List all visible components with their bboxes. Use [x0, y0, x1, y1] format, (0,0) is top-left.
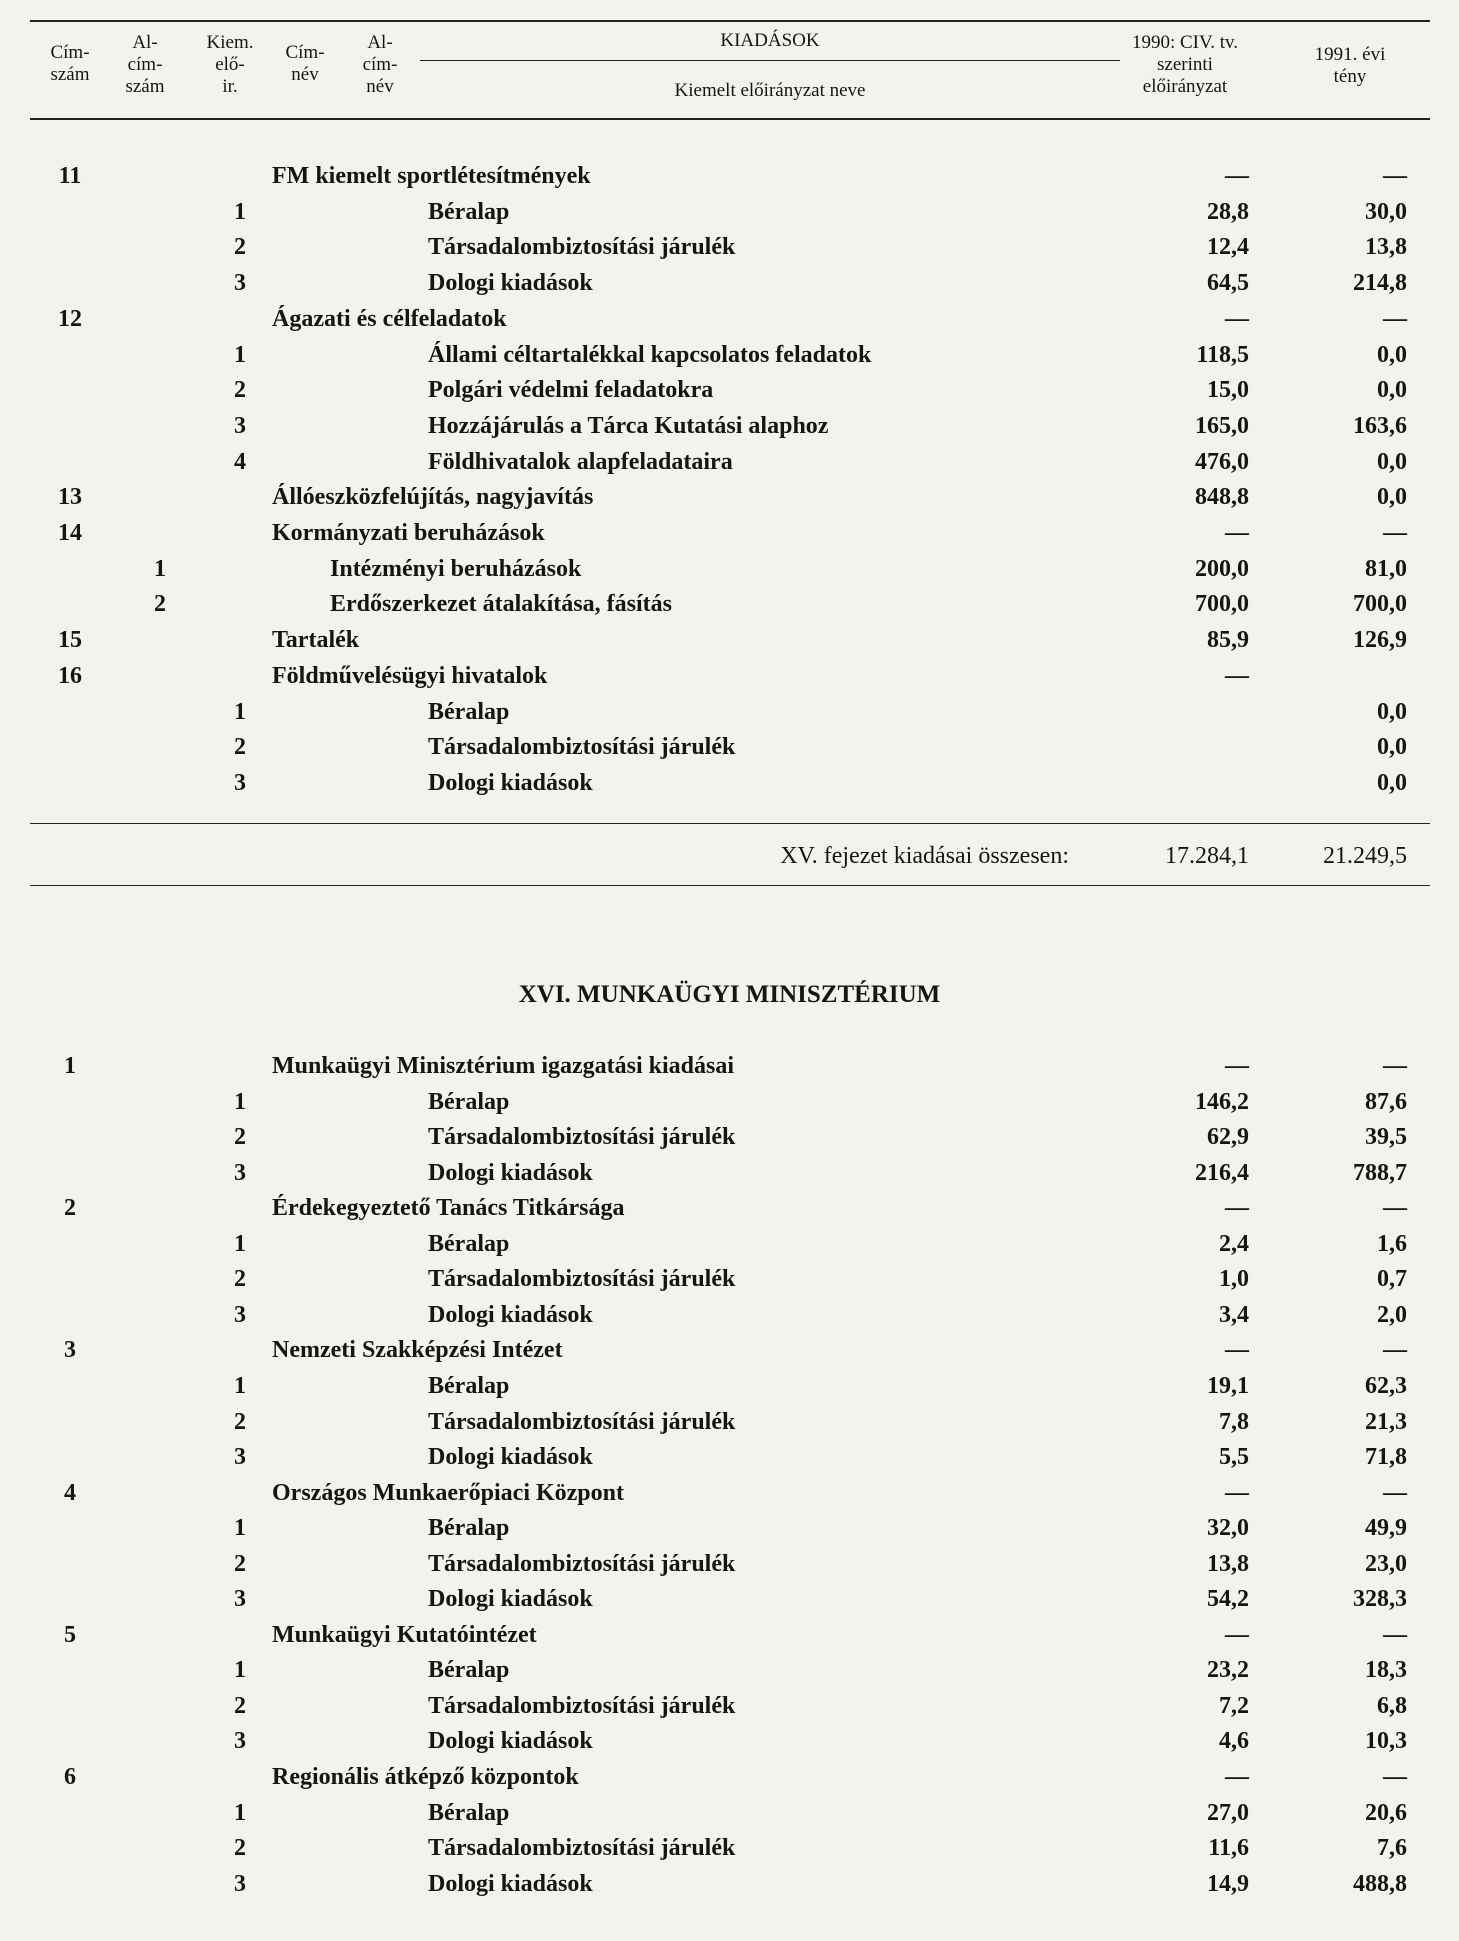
- kiem-eloir-cell: 1: [234, 1372, 246, 1399]
- header-alcimnev: Al- cím- név: [362, 32, 398, 97]
- value-1990-cell: 85,9: [1207, 627, 1249, 654]
- item-name-cell: Társadalombiztosítási járulék: [428, 1266, 736, 1293]
- item-name-cell: Dologi kiadások: [428, 769, 593, 796]
- table-row: [0, 731, 1459, 763]
- kiem-eloir-cell: 3: [234, 1728, 246, 1755]
- table-row: [0, 410, 1459, 442]
- header-kiadasok-rule: [420, 60, 1120, 61]
- item-name-cell: Dologi kiadások: [428, 1301, 593, 1328]
- value-1990-cell: —: [1225, 305, 1249, 332]
- value-1990-cell: 54,2: [1207, 1586, 1249, 1613]
- item-name-cell: Földhivatalok alapfeladataira: [428, 448, 733, 475]
- item-name-cell: Ágazati és célfeladatok: [272, 305, 507, 332]
- table-row: [0, 1654, 1459, 1686]
- kiem-eloir-cell: 2: [234, 1408, 246, 1435]
- table-row: [0, 1512, 1459, 1544]
- table-row: [0, 1263, 1459, 1295]
- table-row: [0, 696, 1459, 728]
- table-row: [0, 1192, 1459, 1224]
- value-1991-cell: 488,8: [1353, 1870, 1407, 1897]
- cimszam-cell: 15: [58, 627, 82, 654]
- value-1990-cell: 11,6: [1208, 1835, 1249, 1862]
- value-1990-cell: 165,0: [1195, 412, 1249, 439]
- cimszam-cell: 6: [64, 1764, 76, 1790]
- kiem-eloir-cell: 3: [234, 769, 246, 796]
- item-name-cell: Dologi kiadások: [428, 270, 593, 297]
- value-1991-cell: 23,0: [1365, 1550, 1407, 1577]
- table-row: [0, 1477, 1459, 1509]
- item-name-cell: Érdekegyeztető Tanács Titkársága: [272, 1195, 625, 1222]
- table-row: [0, 1619, 1459, 1651]
- value-1991-cell: —: [1383, 1053, 1407, 1079]
- cimszam-cell: 5: [64, 1621, 76, 1648]
- item-name-cell: Társadalombiztosítási járulék: [428, 1835, 736, 1862]
- header-cimnev: Cím- név: [285, 42, 325, 85]
- value-1990-cell: 146,2: [1195, 1088, 1249, 1115]
- item-name-cell: Nemzeti Szakképzési Intézet: [272, 1337, 563, 1364]
- item-name-cell: Munkaügyi Minisztérium igazgatási kiadásai: [272, 1053, 735, 1079]
- value-1990-cell: 5,5: [1219, 1444, 1249, 1471]
- kiem-eloir-cell: 3: [234, 1586, 246, 1613]
- table-row: [0, 446, 1459, 478]
- total-row: [0, 840, 1459, 872]
- cimszam-cell: 12: [58, 305, 82, 332]
- alcimszam-cell: 1: [154, 555, 166, 582]
- value-1990-cell: 4,6: [1219, 1728, 1249, 1755]
- table-row: [0, 231, 1459, 263]
- value-1990-cell: 700,0: [1195, 591, 1249, 618]
- table-row: [0, 624, 1459, 656]
- header-kiem-eloir: Kiem. elő- ir.: [206, 32, 254, 97]
- item-name-cell: Dologi kiadások: [428, 1586, 593, 1613]
- value-1990-cell: 12,4: [1207, 234, 1249, 261]
- kiem-eloir-cell: 1: [234, 1088, 246, 1115]
- table-row: [0, 588, 1459, 620]
- item-name-cell: Társadalombiztosítási járulék: [428, 734, 736, 761]
- item-name-cell: Erdőszerkezet átalakítása, fásítás: [330, 591, 672, 618]
- value-1990-cell: 7,8: [1219, 1408, 1249, 1435]
- value-1990-cell: 848,8: [1195, 484, 1249, 511]
- item-name-cell: Dologi kiadások: [428, 1728, 593, 1755]
- kiem-eloir-cell: 2: [234, 1835, 246, 1862]
- item-name-cell: Társadalombiztosítási járulék: [428, 1692, 736, 1719]
- item-name-cell: Országos Munkaerőpiaci Központ: [272, 1479, 624, 1506]
- value-1990-cell: 23,2: [1207, 1657, 1249, 1684]
- value-1990-cell: 13,8: [1207, 1550, 1249, 1577]
- item-name-cell: Társadalombiztosítási járulék: [428, 1124, 736, 1151]
- table-row: [0, 481, 1459, 513]
- table-row: [0, 1832, 1459, 1864]
- value-1990-cell: 1,0: [1219, 1266, 1249, 1293]
- kiem-eloir-cell: 3: [234, 270, 246, 297]
- value-1990-cell: 15,0: [1207, 377, 1249, 404]
- item-name-cell: Béralap: [428, 698, 510, 725]
- value-1991-cell: —: [1383, 1337, 1407, 1364]
- header-top-rule: [30, 20, 1430, 22]
- value-1991-cell: 788,7: [1353, 1159, 1407, 1186]
- value-1991-cell: 0,0: [1377, 698, 1407, 725]
- cimszam-cell: 4: [64, 1479, 76, 1506]
- value-1990-cell: —: [1225, 520, 1249, 546]
- value-1990-cell: 216,4: [1195, 1159, 1249, 1186]
- table-row: [0, 1370, 1459, 1402]
- value-1991-cell: 10,3: [1365, 1728, 1407, 1755]
- kiem-eloir-cell: 2: [234, 1124, 246, 1151]
- table-row: [0, 1050, 1459, 1082]
- item-name-cell: Társadalombiztosítási járulék: [428, 1550, 736, 1577]
- kiem-eloir-cell: 1: [234, 341, 246, 368]
- cimszam-cell: 11: [58, 163, 82, 189]
- table-row: [0, 1797, 1459, 1829]
- value-1990-cell: —: [1225, 1764, 1249, 1790]
- value-1991-cell: 214,8: [1353, 270, 1407, 297]
- kiem-eloir-cell: 2: [234, 1692, 246, 1719]
- item-name-cell: Földművelésügyi hivatalok: [272, 662, 548, 689]
- table-row: [0, 1583, 1459, 1615]
- value-1991-cell: 126,9: [1353, 627, 1407, 654]
- table-row: [0, 1725, 1459, 1757]
- value-1991-cell: 0,0: [1377, 341, 1407, 368]
- value-1990-cell: —: [1225, 1621, 1249, 1648]
- table-row: [0, 267, 1459, 299]
- cimszam-cell: 13: [58, 484, 82, 511]
- cimszam-cell: 3: [64, 1337, 76, 1364]
- table-row: [0, 553, 1459, 585]
- kiem-eloir-cell: 1: [234, 198, 246, 225]
- value-1990-cell: 3,4: [1219, 1301, 1249, 1328]
- value-1991-cell: 13,8: [1365, 234, 1407, 261]
- item-name-cell: Hozzájárulás a Tárca Kutatási alaphoz: [428, 412, 829, 439]
- value-1990-cell: 7,2: [1219, 1692, 1249, 1719]
- table-row: [0, 1761, 1459, 1793]
- value-1991-cell: 6,8: [1377, 1692, 1407, 1719]
- table-row: [0, 517, 1459, 549]
- table-row: [0, 1868, 1459, 1900]
- total-1991: 21.249,5: [1323, 843, 1407, 869]
- kiem-eloir-cell: 2: [234, 734, 246, 761]
- kiem-eloir-cell: 1: [234, 1230, 246, 1257]
- value-1991-cell: 62,3: [1365, 1372, 1407, 1399]
- item-name-cell: Béralap: [428, 1230, 510, 1257]
- value-1991-cell: 0,0: [1377, 769, 1407, 796]
- kiem-eloir-cell: 2: [234, 234, 246, 261]
- table-row: [0, 1121, 1459, 1153]
- value-1991-cell: 49,9: [1365, 1515, 1407, 1542]
- alcimszam-cell: 2: [154, 591, 166, 618]
- kiem-eloir-cell: 3: [234, 1301, 246, 1328]
- item-name-cell: Dologi kiadások: [428, 1444, 593, 1471]
- item-name-cell: Dologi kiadások: [428, 1870, 593, 1897]
- value-1990-cell: —: [1225, 163, 1249, 189]
- item-name-cell: Állóeszközfelújítás, nagyjavítás: [272, 484, 594, 511]
- value-1991-cell: 87,6: [1365, 1088, 1407, 1115]
- value-1991-cell: 81,0: [1365, 555, 1407, 582]
- value-1990-cell: 27,0: [1207, 1799, 1249, 1826]
- table-row: [0, 1690, 1459, 1722]
- table-row: [0, 339, 1459, 371]
- value-1990-cell: 64,5: [1207, 270, 1249, 297]
- kiem-eloir-cell: 3: [234, 1444, 246, 1471]
- header-alcimszam: Al- cím- szám: [125, 32, 165, 97]
- kiem-eloir-cell: 3: [234, 1870, 246, 1897]
- cimszam-cell: 14: [58, 520, 82, 546]
- total-bottom-rule: [30, 885, 1430, 886]
- header-1990: 1990: CIV. tv. szerinti előirányzat: [1131, 32, 1239, 97]
- kiem-eloir-cell: 1: [234, 1657, 246, 1684]
- header-kiadasok: KIADÁSOK: [720, 30, 820, 51]
- item-name-cell: Tartalék: [272, 627, 360, 654]
- header-cimszam: Cím- szám: [50, 42, 90, 85]
- value-1990-cell: —: [1225, 1479, 1249, 1506]
- value-1991-cell: 30,0: [1365, 198, 1407, 225]
- item-name-cell: Kormányzati beruházások: [272, 520, 545, 546]
- item-name-cell: Intézményi beruházások: [330, 555, 582, 582]
- item-name-cell: Béralap: [428, 1515, 510, 1542]
- kiem-eloir-cell: 2: [234, 1550, 246, 1577]
- value-1991-cell: 71,8: [1365, 1444, 1407, 1471]
- table-row: [0, 160, 1459, 192]
- item-name-cell: Állami céltartalékkal kapcsolatos feladatok: [428, 341, 872, 368]
- value-1991-cell: 20,6: [1365, 1799, 1407, 1826]
- value-1990-cell: —: [1225, 1195, 1249, 1222]
- value-1990-cell: 476,0: [1195, 448, 1249, 475]
- value-1990-cell: —: [1225, 662, 1249, 689]
- value-1991-cell: —: [1383, 520, 1407, 546]
- item-name-cell: Társadalombiztosítási járulék: [428, 234, 736, 261]
- table-row: [0, 303, 1459, 335]
- kiem-eloir-cell: 3: [234, 1159, 246, 1186]
- total-label: XV. fejezet kiadásai összesen:: [780, 843, 1069, 869]
- cimszam-cell: 2: [64, 1195, 76, 1222]
- item-name-cell: Béralap: [428, 1088, 510, 1115]
- kiem-eloir-cell: 1: [234, 1515, 246, 1542]
- item-name-cell: Béralap: [428, 198, 510, 225]
- value-1991-cell: 328,3: [1353, 1586, 1407, 1613]
- cimszam-cell: 16: [58, 662, 82, 689]
- value-1991-cell: —: [1383, 1195, 1407, 1222]
- value-1990-cell: —: [1225, 1053, 1249, 1079]
- kiem-eloir-cell: 1: [234, 698, 246, 725]
- table-row: [0, 1548, 1459, 1580]
- value-1990-cell: 32,0: [1207, 1515, 1249, 1542]
- value-1991-cell: 0,0: [1377, 484, 1407, 511]
- header-1991: 1991. évi tény: [1314, 44, 1386, 87]
- item-name-cell: Társadalombiztosítási járulék: [428, 1408, 736, 1435]
- value-1990-cell: 118,5: [1196, 341, 1249, 368]
- value-1990-cell: 19,1: [1207, 1372, 1249, 1399]
- value-1991-cell: —: [1383, 163, 1407, 189]
- table-row: [0, 196, 1459, 228]
- value-1991-cell: —: [1383, 1479, 1407, 1506]
- item-name-cell: Béralap: [428, 1799, 510, 1826]
- value-1990-cell: 62,9: [1207, 1124, 1249, 1151]
- kiem-eloir-cell: 2: [234, 377, 246, 404]
- value-1990-cell: 28,8: [1207, 198, 1249, 225]
- table-row: [0, 1406, 1459, 1438]
- value-1991-cell: 0,0: [1377, 377, 1407, 404]
- value-1991-cell: 0,0: [1377, 448, 1407, 475]
- total-1990: 17.284,1: [1165, 843, 1249, 869]
- table-row: [0, 1157, 1459, 1189]
- item-name-cell: Polgári védelmi feladatokra: [428, 377, 714, 404]
- item-name-cell: Dologi kiadások: [428, 1159, 593, 1186]
- value-1991-cell: 700,0: [1353, 591, 1407, 618]
- kiem-eloir-cell: 4: [234, 448, 246, 475]
- kiem-eloir-cell: 1: [234, 1799, 246, 1826]
- value-1991-cell: 1,6: [1377, 1230, 1407, 1257]
- table-row: [0, 1441, 1459, 1473]
- table-row: [0, 374, 1459, 406]
- value-1991-cell: 2,0: [1377, 1301, 1407, 1328]
- value-1990-cell: 200,0: [1195, 555, 1249, 582]
- value-1991-cell: 163,6: [1353, 412, 1407, 439]
- table-row: [0, 767, 1459, 799]
- kiem-eloir-cell: 3: [234, 412, 246, 439]
- cimszam-cell: 1: [64, 1053, 76, 1079]
- value-1991-cell: —: [1383, 305, 1407, 332]
- table-row: [0, 1228, 1459, 1260]
- table-row: [0, 1086, 1459, 1118]
- section-title: XVI. MUNKAÜGYI MINISZTÉRIUM: [518, 981, 941, 1008]
- item-name-cell: Munkaügyi Kutatóintézet: [272, 1621, 537, 1648]
- header-kiemelt-nev: Kiemelt előirányzat neve: [674, 80, 866, 101]
- kiem-eloir-cell: 2: [234, 1266, 246, 1293]
- value-1991-cell: 39,5: [1365, 1124, 1407, 1151]
- total-top-rule: [30, 823, 1430, 824]
- value-1991-cell: 18,3: [1365, 1657, 1407, 1684]
- value-1990-cell: —: [1225, 1337, 1249, 1364]
- value-1990-cell: 2,4: [1219, 1230, 1249, 1257]
- table-row: [0, 1299, 1459, 1331]
- item-name-cell: Regionális átképző központok: [272, 1764, 579, 1790]
- table-row: [0, 1334, 1459, 1366]
- value-1990-cell: 14,9: [1207, 1870, 1249, 1897]
- value-1991-cell: 7,6: [1377, 1835, 1407, 1862]
- value-1991-cell: 21,3: [1365, 1408, 1407, 1435]
- value-1991-cell: 0,7: [1377, 1266, 1407, 1293]
- item-name-cell: Béralap: [428, 1657, 510, 1684]
- value-1991-cell: 0,0: [1377, 734, 1407, 761]
- value-1991-cell: —: [1383, 1764, 1407, 1790]
- item-name-cell: Béralap: [428, 1372, 510, 1399]
- header-bottom-rule: [30, 118, 1430, 120]
- table-row: [0, 660, 1459, 692]
- value-1991-cell: —: [1383, 1621, 1407, 1648]
- item-name-cell: FM kiemelt sportlétesítmények: [272, 163, 591, 189]
